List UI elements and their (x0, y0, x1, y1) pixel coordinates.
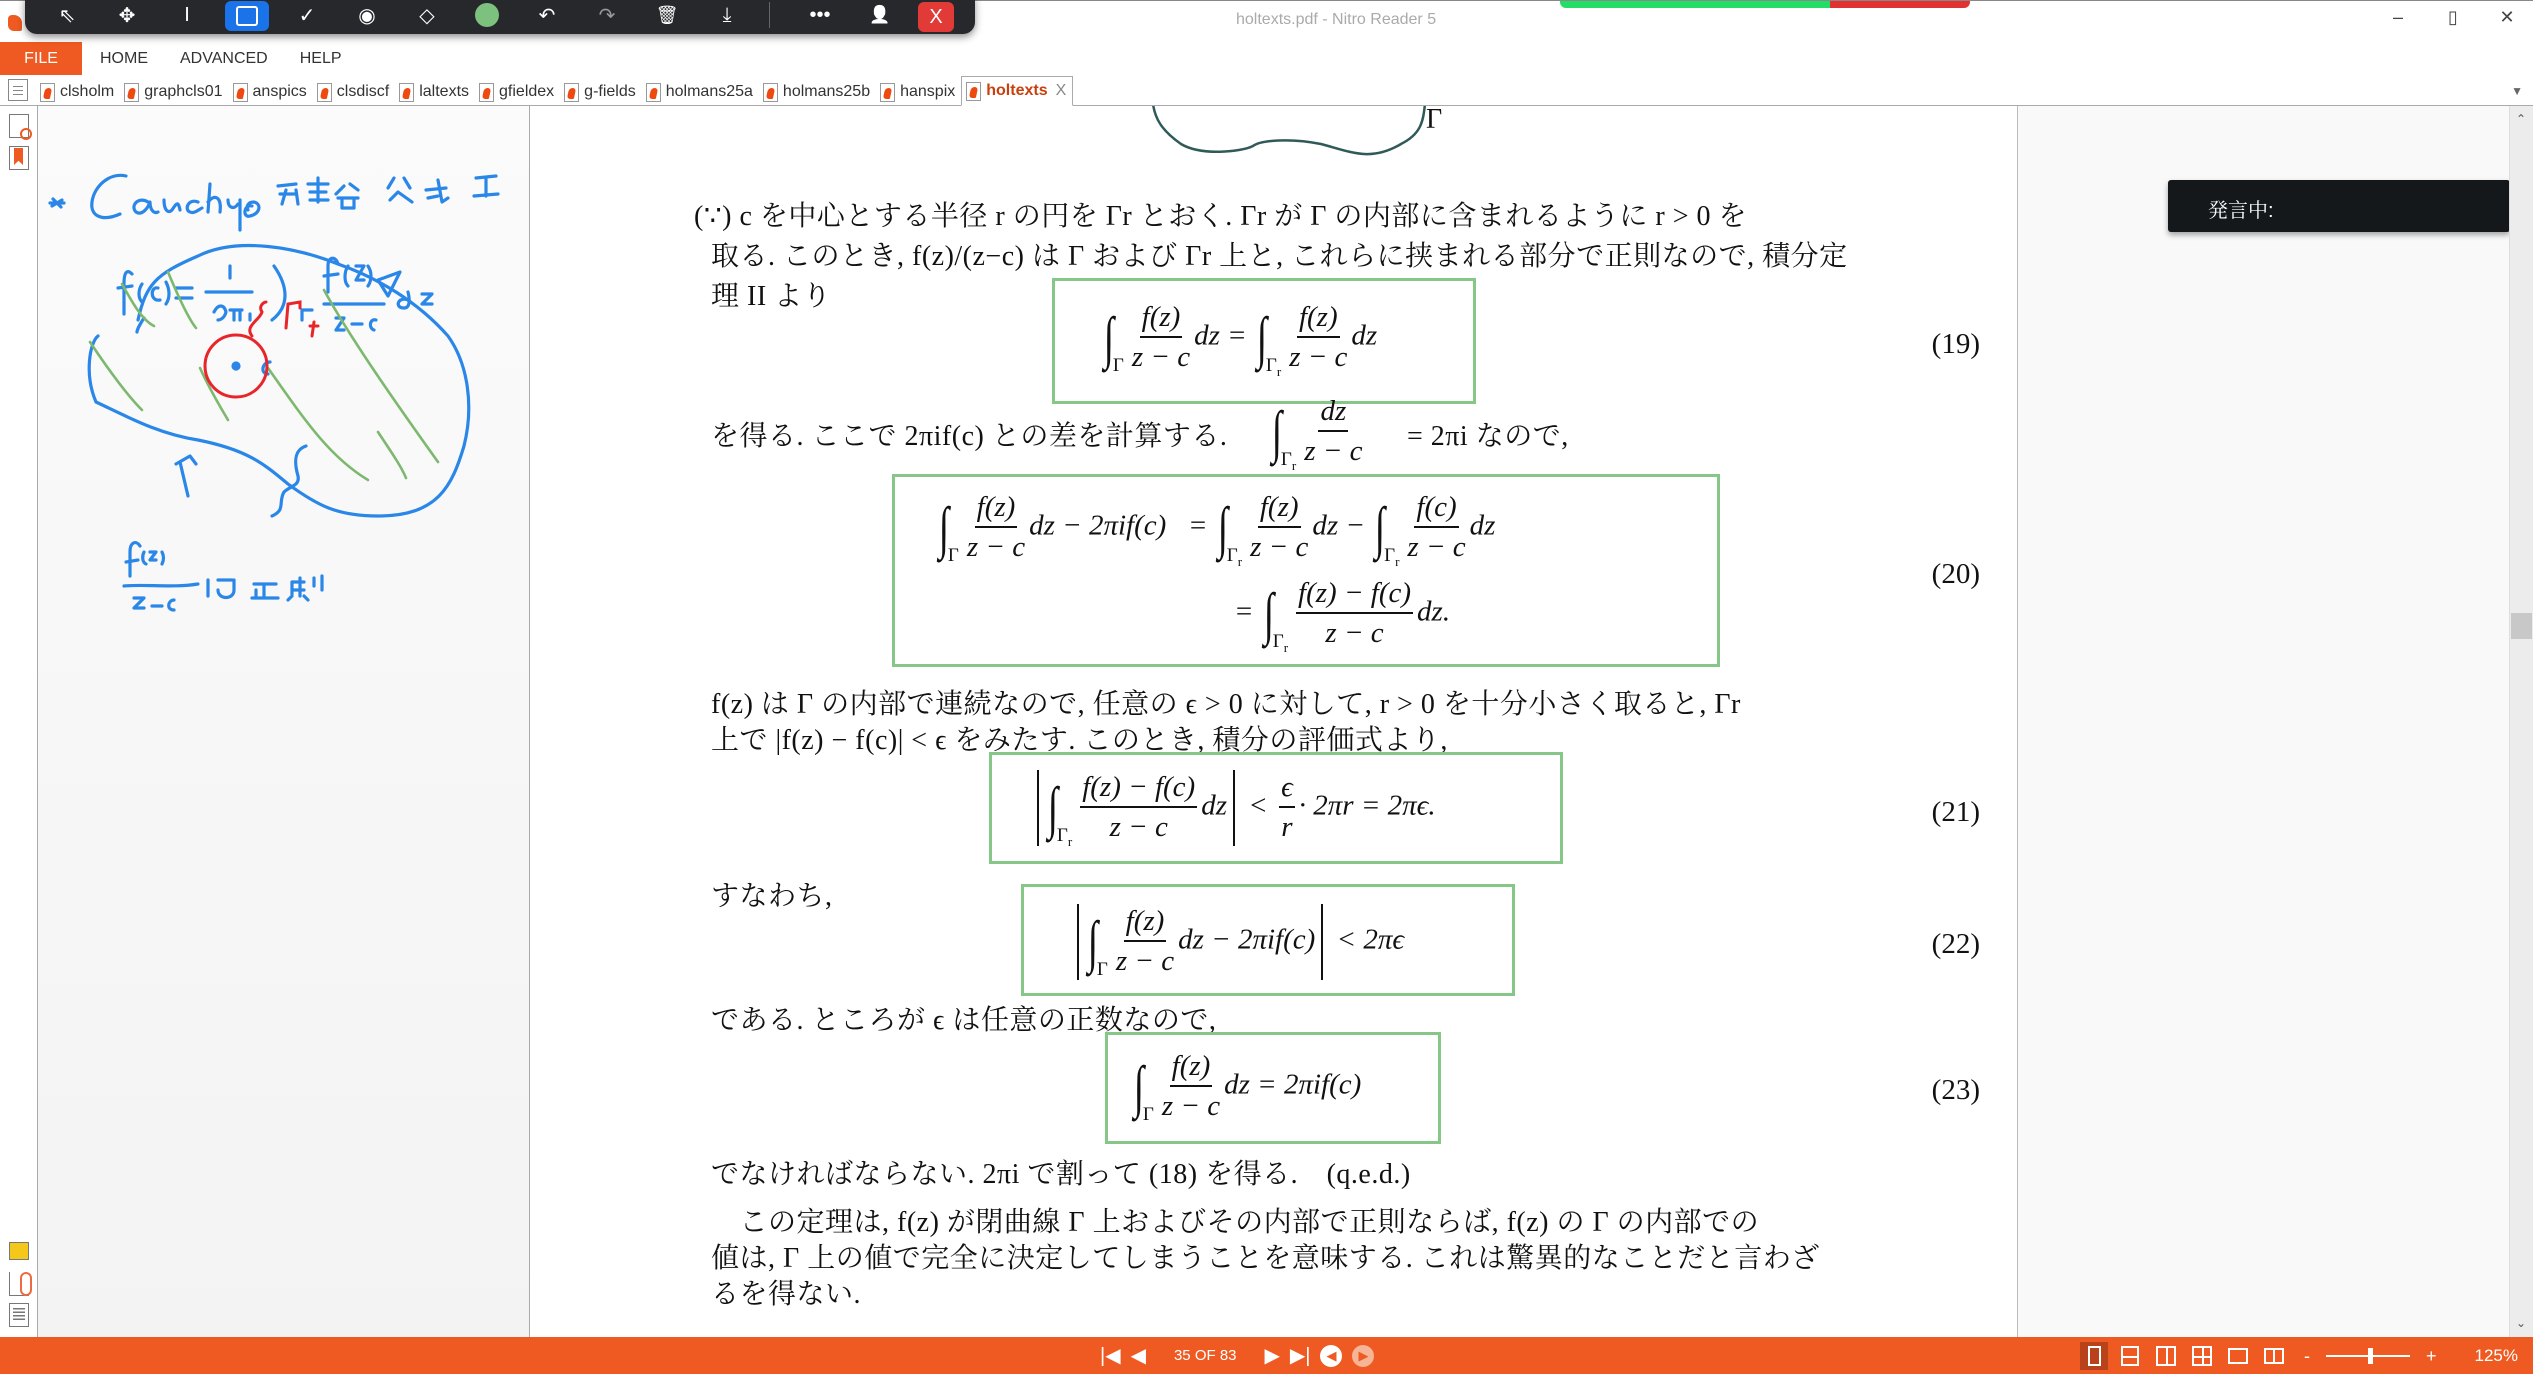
menu-help[interactable]: HELP (299, 50, 342, 67)
text-line-6: f(z) は Γ の内部で連続なので, 任意の ϵ > 0 に対して, r > 0 を十分小さく取ると, Γr (711, 689, 1741, 720)
pdf-file-icon (966, 82, 981, 101)
inline-integral: $\int_{\Gamma_r}$ $\frac{dz}{z - c}$ (1271, 395, 1363, 473)
toolbar-divider (769, 2, 770, 28)
menu-file[interactable]: FILE (0, 42, 82, 75)
first-page-button[interactable]: |◀ (1100, 1345, 1121, 1367)
equation-number-22: (22) (1931, 928, 1980, 960)
tab-g-fields[interactable]: g-fields (560, 79, 642, 105)
text-tool-button[interactable] (165, 0, 209, 31)
text-line-1: (∵) c を中心とする半径 r の円を Γr とおく. Γr が Γ の内部に含まれるように r > 0 を (694, 201, 1748, 232)
page-navigation (1100, 1343, 1374, 1368)
pdf-file-icon (880, 83, 895, 102)
tab-overflow-button[interactable]: ▼ (2511, 84, 2523, 98)
close-tab-icon[interactable]: X (1055, 82, 1067, 99)
zoom-out-button[interactable]: - (2304, 1345, 2310, 1366)
view-mode-controls (2080, 1342, 2518, 1370)
text-line-5: = 2πi なので, (1407, 421, 1569, 452)
single-page-icon (2088, 1346, 2101, 1366)
equation-number-21: (21) (1931, 796, 1980, 828)
handwritten-notes-drawing (38, 106, 530, 1337)
grid-view-icon (2192, 1346, 2212, 1366)
tab-holmans25b[interactable]: holmans25b (759, 79, 876, 105)
equation-21: $\int_{\Gamma_r}$ $\frac{f(z) - f(c)}{z - c}$ dz < $\frac{\epsilon}{r}$ · 2πr = 2πϵ. (1031, 770, 1436, 849)
pdf-file-icon (233, 83, 248, 102)
zoom-in-button[interactable]: + (2426, 1345, 2437, 1366)
equation-20-line-1: $\int_\Gamma$ $\frac{f(z)}{z - c}$ dz − $2\pi if(c) = \int_{\Gamma_r}$ $\frac{f(z)}{z - c}$ dz − $\int_{\Gamma_r}$ $\frac{f(c)}{z - c}$ dz (938, 491, 1496, 569)
attachments-icon[interactable] (9, 1272, 29, 1296)
speaking-label: 発言中: (2208, 200, 2274, 222)
text-cursor-icon: I (184, 3, 190, 26)
check-tool-button[interactable] (285, 0, 329, 31)
minimize-button[interactable]: – (2392, 7, 2403, 27)
tab-hanspix[interactable]: hanspix (876, 79, 961, 105)
ribbon-menu (0, 42, 2533, 75)
text-line-12: 値は, Γ 上の値で完全に決定してしまうことを意味する. これは驚異的なことだと言わざ (711, 1243, 1820, 1274)
eraser-icon: ◇ (419, 4, 435, 27)
text-line-3: 理 II より (711, 281, 832, 312)
vertical-scrollbar[interactable] (2509, 106, 2533, 1337)
document-tabs (0, 76, 2533, 106)
status-bar (0, 1337, 2533, 1374)
menu-advanced[interactable]: ADVANCED (180, 50, 268, 67)
continuous-view-button[interactable] (2116, 1342, 2144, 1370)
facing-pages-icon (2156, 1346, 2176, 1366)
equation-20-line-2: = $\int_{\Gamma_r}$ $\frac{f(z) - f(c)}{z - c}$ dz. (1234, 577, 1451, 655)
figure-label-gamma: Γ (1426, 106, 1443, 135)
zoom-slider-knob[interactable] (2368, 1348, 2373, 1364)
comments-icon[interactable] (9, 1242, 29, 1260)
tab-laltexts[interactable]: laltexts (395, 79, 475, 105)
more-options-button[interactable] (798, 0, 842, 31)
trash-icon: 🗑 (655, 4, 679, 25)
pdf-file-icon (399, 83, 414, 102)
maximize-button[interactable]: ▯ (2448, 7, 2458, 27)
single-page-view-button[interactable] (2080, 1342, 2108, 1370)
recording-indicator (1560, 1, 1970, 8)
outline-icon[interactable] (9, 1303, 29, 1327)
tab-anspics[interactable]: anspics (229, 79, 313, 105)
equation-number-23: (23) (1931, 1074, 1980, 1106)
pointer-icon: ⇖ (58, 4, 76, 27)
window-title: holtexts.pdf - Nitro Reader 5 (1236, 11, 1437, 28)
text-line-11: この定理は, f(z) が閉曲線 Γ 上およびその内部で正則ならば, f(z) の Γ の内部での (711, 1207, 1760, 1238)
user-shield-icon: 👤 (869, 5, 891, 24)
equation-22: $\int_\Gamma$ $\frac{f(z)}{z - c}$ dz − 2πif(c) < 2πϵ (1071, 904, 1404, 981)
more-icon: ••• (809, 3, 831, 26)
contour-figure (1141, 106, 1471, 164)
previous-view-button[interactable]: ◀ (1320, 1345, 1342, 1367)
text-line-7: 上で |f(z) − f(c)| < ϵ をみたす. このとき, 積分の評価式より, (711, 725, 1448, 756)
select-tool-button[interactable] (45, 0, 89, 31)
left-panel-icons (0, 106, 38, 1337)
previous-page-button[interactable]: ◀ (1130, 1345, 1146, 1367)
close-toolbar-button[interactable] (918, 2, 954, 32)
monitor-icon (2228, 1348, 2248, 1364)
color-swatch-icon (475, 3, 499, 27)
text-line-8: すなわち, (711, 881, 833, 912)
undo-button[interactable] (525, 0, 569, 31)
monitor-split-icon (2264, 1348, 2284, 1364)
zoom-level[interactable]: 125% (2474, 1346, 2518, 1365)
scroll-down-icon[interactable]: ⌄ (2516, 1316, 2527, 1330)
facing-view-button[interactable] (2152, 1342, 2180, 1370)
continuous-icon (2121, 1346, 2139, 1366)
text-line-13: るを得ない. (711, 1279, 862, 1310)
equation-23: $\int_\Gamma$ $\frac{f(z)}{z - c}$ dz = 2πif(c) (1133, 1050, 1362, 1125)
pdf-file-icon (317, 83, 332, 102)
close-window-button[interactable]: ✕ (2499, 7, 2515, 27)
scroll-thumb[interactable] (2511, 613, 2532, 639)
equation-number-19: (19) (1931, 328, 1980, 360)
pdf-file-icon (646, 83, 661, 102)
record-tool-button[interactable] (345, 0, 389, 31)
nitro-logo-icon (8, 15, 22, 31)
text-line-10: でなければならない. 2πi で割って (18) を得る. (q.e.d.) (711, 1159, 1411, 1190)
next-page-button[interactable]: ▶ (1264, 1345, 1280, 1367)
redo-icon: ↷ (598, 4, 616, 27)
text-line-4: を得る. ここで 2πif(c) との差を計算する. (711, 421, 1228, 452)
handwritten-notes-panel[interactable] (38, 106, 530, 1337)
move-icon: ✥ (118, 4, 136, 27)
text-line-2: 取る. このとき, f(z)/(z−c) は Γ および Γr 上と, これらに挟まれる部分で正則なので, 積分定 (711, 241, 1848, 272)
pdf-document-page[interactable] (531, 106, 2017, 1337)
right-side-panel (2017, 106, 2509, 1337)
pdf-file-icon (40, 83, 55, 102)
facing-continuous-view-button[interactable] (2188, 1342, 2216, 1370)
tab-clsdiscf[interactable]: clsdiscf (313, 79, 395, 105)
tab-clsholm[interactable]: clsholm (36, 79, 120, 105)
redo-button[interactable] (585, 0, 629, 31)
record-icon: ◉ (358, 4, 376, 27)
zoom-slider[interactable] (2326, 1355, 2410, 1357)
pdf-file-icon (124, 83, 139, 102)
check-icon: ✓ (298, 4, 316, 27)
download-icon: ⤓ (722, 3, 732, 26)
presentation-view-button[interactable] (2224, 1342, 2252, 1370)
scroll-up-icon[interactable]: ⌃ (2516, 112, 2527, 126)
tab-holmans25a[interactable]: holmans25a (642, 79, 759, 105)
close-icon: X (929, 5, 943, 28)
presentation-facing-view-button[interactable] (2260, 1342, 2288, 1370)
next-view-button[interactable]: ▶ (1352, 1345, 1374, 1367)
eraser-tool-button[interactable] (405, 0, 449, 31)
tab-gfieldex[interactable]: gfieldex (475, 79, 560, 105)
equation-number-20: (20) (1931, 558, 1980, 590)
move-tool-button[interactable] (105, 0, 149, 31)
delete-button[interactable] (645, 0, 689, 31)
equation-19: $\int_\Gamma$ $\frac{f(z)}{z - c}$ dz = $\int_{\Gamma_r}$ $\frac{f(z)}{z - c}$ dz (1103, 301, 1378, 379)
tab-holtexts[interactable]: holtexts X (961, 76, 1073, 106)
bookmarks-icon[interactable] (9, 146, 29, 170)
text-line-9: である. ところが ϵ は任意の正数なので, (711, 1005, 1217, 1036)
tab-graphcls01[interactable]: graphcls01 (120, 79, 228, 105)
speaking-indicator (2168, 180, 2510, 232)
download-button[interactable] (705, 0, 749, 31)
undo-icon: ↶ (538, 4, 556, 27)
floating-annotation-toolbar (25, 0, 975, 34)
menu-home[interactable]: HOME (100, 50, 148, 67)
pdf-file-icon (479, 83, 494, 102)
user-settings-button[interactable] (858, 0, 902, 31)
last-page-button[interactable]: ▶| (1289, 1345, 1311, 1367)
pdf-file-icon (763, 83, 778, 102)
rectangle-tool-button[interactable] (225, 1, 269, 31)
rectangle-icon (236, 6, 258, 26)
color-picker-button[interactable] (465, 0, 509, 31)
tab-list-icon[interactable] (8, 79, 28, 101)
page-indicator[interactable]: 35 OF 83 (1173, 1347, 1237, 1364)
find-in-document-icon[interactable] (9, 114, 29, 138)
pdf-file-icon (564, 83, 579, 102)
